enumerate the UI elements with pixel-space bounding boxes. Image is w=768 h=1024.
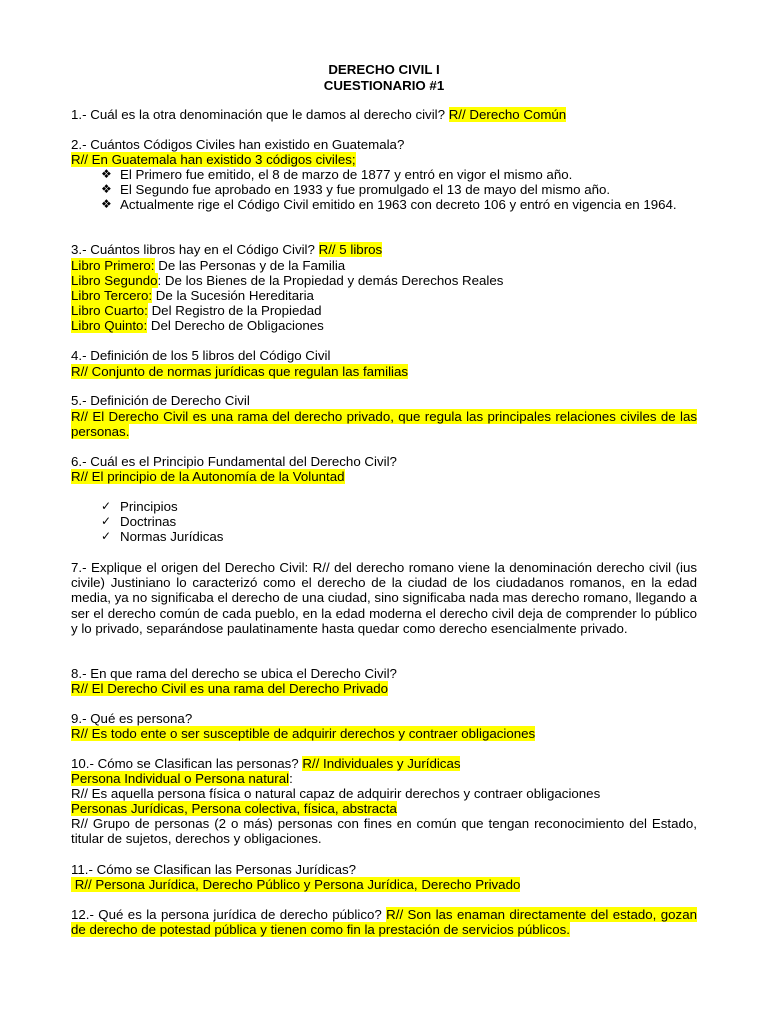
list-item — [101, 499, 697, 514]
book-text: Del Registro de la Propiedad — [147, 303, 322, 318]
list-item-text: Doctrinas — [120, 514, 177, 529]
list-item-text: Actualmente rige el Código Civil emitido en 1963 con decreto 106 y entró en vigencia en 1964. — [120, 197, 677, 212]
question-1 — [71, 107, 697, 122]
book-label: Libro Tercero: — [71, 288, 153, 303]
book-text: Del Derecho de Obligaciones — [147, 318, 324, 333]
answer-4: R// Conjunto de normas jurídicas que regulan las familias — [71, 364, 409, 379]
diamond-bullet-icon: ❖ — [101, 197, 112, 211]
book-item — [71, 288, 697, 303]
book-item — [71, 258, 697, 273]
diamond-bullet-icon: ❖ — [101, 182, 112, 196]
answer-5: R// El Derecho Civil es una rama del derecho privado, que regula las principales relaciones civiles de las personas. — [71, 409, 697, 440]
question-2-text: 2.- Cuántos Códigos Civiles han existido en Guatemala? — [71, 137, 405, 152]
question-12-text: 12.- Qué es la persona jurídica de derecho público? — [71, 907, 387, 922]
book-label: Libro Cuarto: — [71, 303, 148, 318]
answer-3: R// 5 libros — [318, 242, 383, 257]
persona-juridica-definition: R// Grupo de personas (2 o más) personas con fines en común que tengan reconocimiento del Estado, titular de sujetos, derechos y obligaciones. — [71, 816, 697, 847]
list-item-text: El Segundo fue aprobado en 1933 y fue promulgado el 13 de mayo del mismo año. — [120, 182, 611, 197]
list-item — [101, 182, 697, 197]
answer-6: R// El principio de la Autonomía de la Voluntad — [71, 469, 345, 484]
question-4-text: 4.- Definición de los 5 libros del Código Civil — [71, 348, 331, 363]
persona-juridica-label: Personas Jurídicas, Persona colectiva, física, abstracta — [71, 801, 397, 816]
list-item-text: Principios — [120, 499, 178, 514]
question-11-text: 11.- Cómo se Clasifican las Personas Jurídicas? — [71, 862, 357, 877]
persona-individual-definition: R// Es aquella persona física o natural capaz de adquirir derechos y contraer obligaciones — [71, 786, 601, 801]
book-item — [71, 303, 697, 318]
document-title: DERECHO CIVIL I — [328, 62, 440, 77]
question-3-text: 3.- Cuántos libros hay en el Código Civil? — [71, 242, 319, 257]
answer-1: R// Derecho Común — [448, 107, 567, 122]
persona-individual-colon: : — [289, 771, 293, 786]
persona-individual-label: Persona Individual o Persona natural — [71, 771, 290, 786]
question-7-paragraph: 7.- Explique el origen del Derecho Civil: R// del derecho romano viene la denominación derecho civil (ius civile) Justiniano lo caracterizó como el derecho de la ciudad de los ciudadanos romanos, en la edad media, ya no significaba el derecho de una ciudad, sino significaba nada mas derecho romano, llegando a ser el derecho común de cada pueblo, en la edad moderna el derecho civil deja de comprender lo público y lo privado, separándose paulatinamente hasta quedar como derecho esencialmente privado. — [71, 560, 697, 636]
question-3 — [71, 242, 697, 257]
answer-12: R// Son las enaman directamente del estado, gozan de derecho de potestad pública y tienen como fin la prestación de servicios públicos. — [71, 907, 697, 938]
answer-9: R// Es todo ente o ser susceptible de adquirir derechos y contraer obligaciones — [71, 726, 536, 741]
answer-5-paragraph — [71, 409, 697, 439]
question-12-paragraph — [71, 907, 697, 937]
checkmark-icon: ✓ — [101, 529, 112, 543]
answer-6-line — [71, 469, 697, 484]
answer-4-line — [71, 364, 697, 379]
answer-2: R// En Guatemala han existido 3 códigos civiles; — [71, 152, 356, 167]
list-item — [101, 167, 697, 182]
persona-individual-heading — [71, 771, 697, 786]
list-item-text: Normas Jurídicas — [120, 529, 224, 544]
answer-8-line — [71, 681, 697, 696]
document-subtitle: CUESTIONARIO #1 — [323, 78, 445, 93]
book-label: Libro Quinto: — [71, 318, 148, 333]
book-label: Libro Primero: — [71, 258, 155, 273]
list-item — [101, 514, 697, 529]
answer-9-line — [71, 726, 697, 741]
book-label: Libro Segundo — [71, 273, 158, 288]
persona-juridica-heading — [71, 801, 697, 816]
question-6-text: 6.- Cuál es el Principio Fundamental del Derecho Civil? — [71, 454, 397, 469]
question-9-text: 9.- Qué es persona? — [71, 711, 193, 726]
answer-11: R// Persona Jurídica, Derecho Público y Persona Jurídica, Derecho Privado — [71, 877, 521, 892]
question-5-text: 5.- Definición de Derecho Civil — [71, 393, 250, 408]
list-item — [101, 529, 697, 544]
question-10-text: 10.- Cómo se Clasifican las personas? — [71, 756, 303, 771]
book-text: : De los Bienes de la Propiedad y demás Derechos Reales — [157, 273, 504, 288]
book-text: De las Personas y de la Familia — [154, 258, 346, 273]
answer-11-line — [71, 877, 697, 892]
checkmark-icon: ✓ — [101, 514, 112, 528]
book-item — [71, 273, 697, 288]
list-item-text: El Primero fue emitido, el 8 de marzo de 1877 y entró en vigor el mismo año. — [120, 167, 573, 182]
diamond-bullet-icon: ❖ — [101, 167, 112, 181]
answer-8: R// El Derecho Civil es una rama del Derecho Privado — [71, 681, 389, 696]
book-item — [71, 318, 697, 333]
question-1-text: 1.- Cuál es la otra denominación que le damos al derecho civil? — [71, 107, 449, 122]
answer-10: R// Individuales y Jurídicas — [302, 756, 461, 771]
question-10 — [71, 756, 697, 771]
list-item — [101, 197, 697, 212]
question-8-text: 8.- En que rama del derecho se ubica el Derecho Civil? — [71, 666, 397, 681]
checkmark-icon: ✓ — [101, 499, 112, 513]
book-text: De la Sucesión Hereditaria — [152, 288, 314, 303]
answer-2-line — [71, 152, 697, 167]
